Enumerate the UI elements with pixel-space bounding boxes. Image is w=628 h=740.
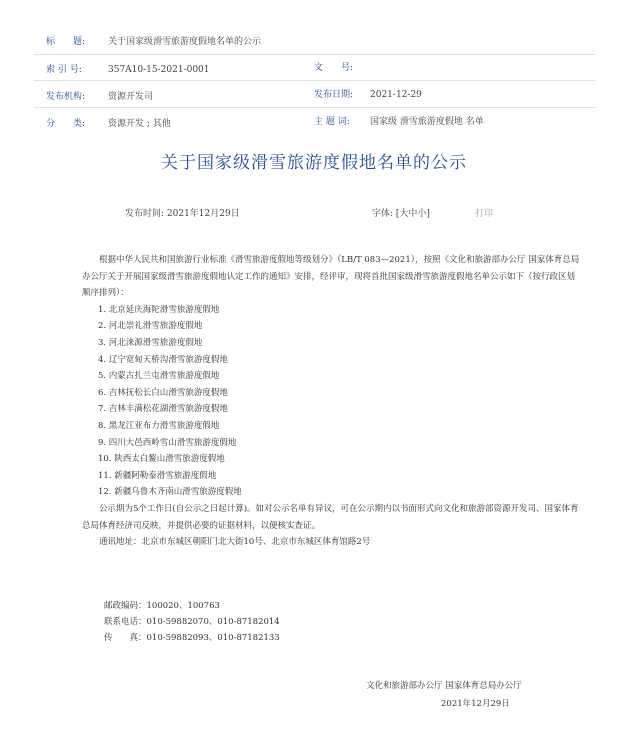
- address-line: 通讯地址：北京市东城区朝阳门北大街10号、北京市东城区体育馆路2号: [99, 537, 371, 548]
- list-item: 10. 陕西太白鳌山滑雪旅游度假地: [98, 454, 225, 465]
- divider: [34, 54, 596, 55]
- font-size-control[interactable]: 字体: [大中小]: [372, 209, 430, 219]
- title-value: 关于国家级滑雪旅游度假地名单的公示: [108, 37, 262, 47]
- page-title: 关于国家级滑雪旅游度假地名单的公示: [161, 153, 467, 173]
- list-item: 8. 黑龙江亚布力滑雪旅游度假地: [98, 420, 220, 431]
- divider: [34, 80, 596, 81]
- list-item: 9. 四川大邑西岭雪山滑雪旅游度假地: [98, 437, 237, 448]
- list-item: 11. 新疆阿勒泰滑雪旅游度假地: [98, 470, 217, 481]
- list-item: 3. 河北涞源滑雪旅游度假地: [98, 337, 203, 348]
- list-item: 6. 吉林抚松长白山滑雪旅游度假地: [98, 387, 228, 398]
- title-label: 标 题:: [46, 37, 86, 47]
- index-label: 索 引 号:: [46, 65, 82, 75]
- date-label: 发布日期:: [314, 90, 354, 100]
- list-item: 4. 辽宁宽甸天桥沟滑雪旅游度假地: [98, 354, 228, 365]
- publish-time: 发布时间: 2021年12月29日: [125, 209, 240, 219]
- metadata-table: [0, 0, 628, 140]
- intro-paragraph: 根据中华人民共和国旅游行业标准《滑雪旅游度假地等级划分》（LB/T 083—2021），按照《文化和旅游部办公厅 国家体育总局办公厅关于开展国家级滑雪旅游度假地认定工作的通知》安排，经评审，现将首批国家级滑雪旅游度假地名单公示如下（按行政区划顺序排列）：: [82, 255, 580, 299]
- list-item: 7. 吉林丰满松花湖滑雪旅游度假地: [98, 404, 228, 415]
- notice-paragraph: 公示期为5个工作日(自公示之日起计算)。如对公示名单有异议，可在公示期内以书面形式向文化和旅游部资源开发司、国家体育总局体育经济司反映，并提供必要的证据材料，以便核实查证。: [82, 503, 579, 531]
- sign-date: 2021年12月29日: [441, 699, 510, 709]
- postcode-line: 邮政编码：100020、100763: [104, 601, 220, 611]
- list-item: 2. 河北崇礼滑雪旅游度假地: [98, 321, 203, 332]
- print-link[interactable]: 打印: [475, 209, 494, 219]
- subject-label: 主 题 词:: [314, 117, 350, 127]
- list-item: 1. 北京延庆海陀滑雪旅游度假地: [98, 304, 220, 315]
- date-value: 2021-12-29: [370, 90, 422, 100]
- article-body: [82, 252, 580, 551]
- fax-line: 传 真：010-59882093、010-87182133: [104, 633, 280, 643]
- category-value: 资源开发 ; 其他: [108, 119, 171, 129]
- index-value: 357A10-15-2021-0001: [108, 65, 210, 75]
- resort-list: [82, 302, 580, 501]
- org-value: 资源开发司: [108, 92, 154, 102]
- signature: 文化和旅游部办公厅 国家体育总局办公厅: [366, 681, 522, 691]
- divider: [34, 107, 596, 108]
- list-item: 5. 内蒙古扎兰屯滑雪旅游度假地: [98, 371, 220, 382]
- phone-line: 联系电话：010-59882070、010-87182014: [104, 617, 280, 627]
- list-item: 12. 新疆乌鲁木齐南山滑雪旅游度假地: [98, 487, 242, 498]
- docno-label: 文 号:: [314, 63, 354, 73]
- subject-value: 国家级 滑雪旅游度假地 名单: [370, 117, 484, 127]
- category-label: 分 类:: [46, 119, 86, 129]
- org-label: 发布机构:: [46, 92, 86, 102]
